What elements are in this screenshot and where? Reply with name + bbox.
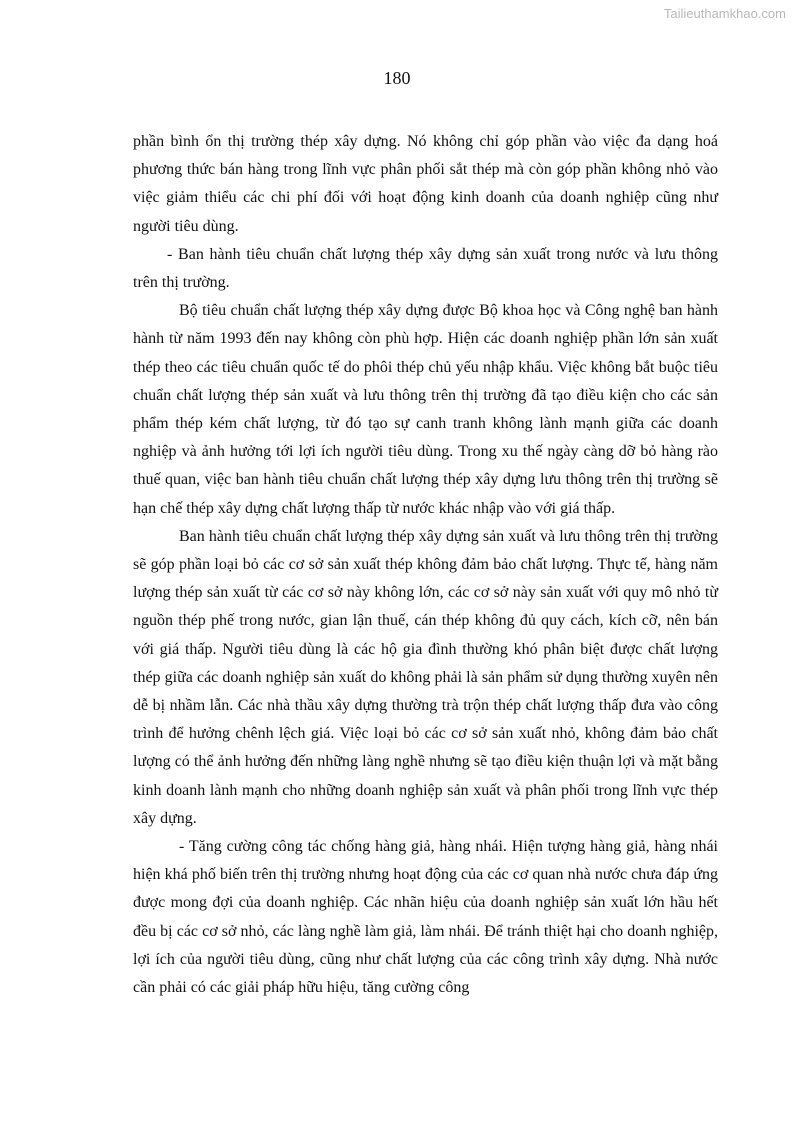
paragraph-4: Ban hành tiêu chuẩn chất lượng thép xây dựng sản xuất và lưu thông trên thị trường sẽ góp phần loại bỏ các cơ sở sản xuất thép không đảm bảo chất lượng. Thực tế, hàng năm lượng thép sản xuất từ các cơ sở này không lớn, các cơ sở này sản xuất với quy mô nhỏ từ nguồn thép phế trong nước, gian lận thuế, cán thép không đủ quy cách, kích cỡ, nên bán với giá thấp. Người tiêu dùng là các hộ gia đình thường khó phân biệt được chất lượng thép giữa các doanh nghiệp sản xuất do không phải là sản phẩm sử dụng thường xuyên nên dễ bị nhầm lẫn. Các nhà thầu xây dựng thường trà trộn thép chất lượng thấp đưa vào công trình để hưởng chênh lệch giá. Việc loại bỏ các cơ sở sản xuất nhỏ, không đảm bảo chất lượng có thể ảnh hưởng đến những làng nghề nhưng sẽ tạo điều kiện thuận lợi và mặt bằng kinh doanh lành mạnh cho những doanh nghiệp sản xuất và phân phối trong lĩnh vực thép xây dựng. xyxy=(133,527,718,827)
page-number: 180 xyxy=(383,68,411,88)
paragraph-3: Bộ tiêu chuẩn chất lượng thép xây dựng được Bộ khoa học và Công nghệ ban hành hành từ năm 1993 đến nay không còn phù hợp. Hiện các doanh nghiệp phần lớn sản xuất thép theo các tiêu chuẩn quốc tế do phôi thép chủ yếu nhập khẩu. Việc không bắt buộc tiêu chuẩn chất lượng thép sản xuất và lưu thông trên thị trường đã tạo điều kiện cho các sản phẩm thép kém chất lượng, từ đó tạo sự canh tranh không lành mạnh giữa các doanh nghiệp và ảnh hưởng tới lợi ích người tiêu dùng. Trong xu thế ngày càng dỡ bỏ hàng rào thuế quan, việc ban hành tiêu chuẩn chất lượng thép xây dựng lưu thông trên thị trường sẽ hạn chế thép xây dựng chất lượng thấp từ nước khác nhập vào với giá thấp. xyxy=(133,302,718,517)
watermark: Tailieuthamkhao.com xyxy=(663,6,786,21)
paragraph-2: - Ban hành tiêu chuẩn chất lượng thép xây dựng sản xuất trong nước và lưu thông trên thị trường. xyxy=(133,245,718,292)
document-body xyxy=(133,128,718,1002)
paragraph-5: - Tăng cường công tác chống hàng giả, hàng nhái. Hiện tượng hàng giả, hàng nhái hiện khá phố biến trên thị trường nhưng hoạt động của các cơ quan nhà nước chưa đáp ứng được mong đợi của doanh nghiệp. Các nhãn hiệu của doanh nghiệp sản xuất lớn hầu hết đều bị các cơ sở nhỏ, các làng nghề làm giả, làm nhái. Để tránh thiệt hại cho doanh nghiệp, lợi ích của người tiêu dùng, cũng như chất lượng của các công trình xây dựng. Nhà nước cần phải có các giải pháp hữu hiệu, tăng cường công xyxy=(133,838,718,997)
paragraph-1: phần bình ổn thị trường thép xây dựng. Nó không chỉ góp phần vào việc đa dạng hoá phương thức bán hàng trong lĩnh vực phân phối sắt thép mà còn góp phần không nhỏ vào việc giảm thiểu các chi phí đối với hoạt động kinh doanh của doanh nghiệp cũng như người tiêu dùng. xyxy=(133,133,718,235)
